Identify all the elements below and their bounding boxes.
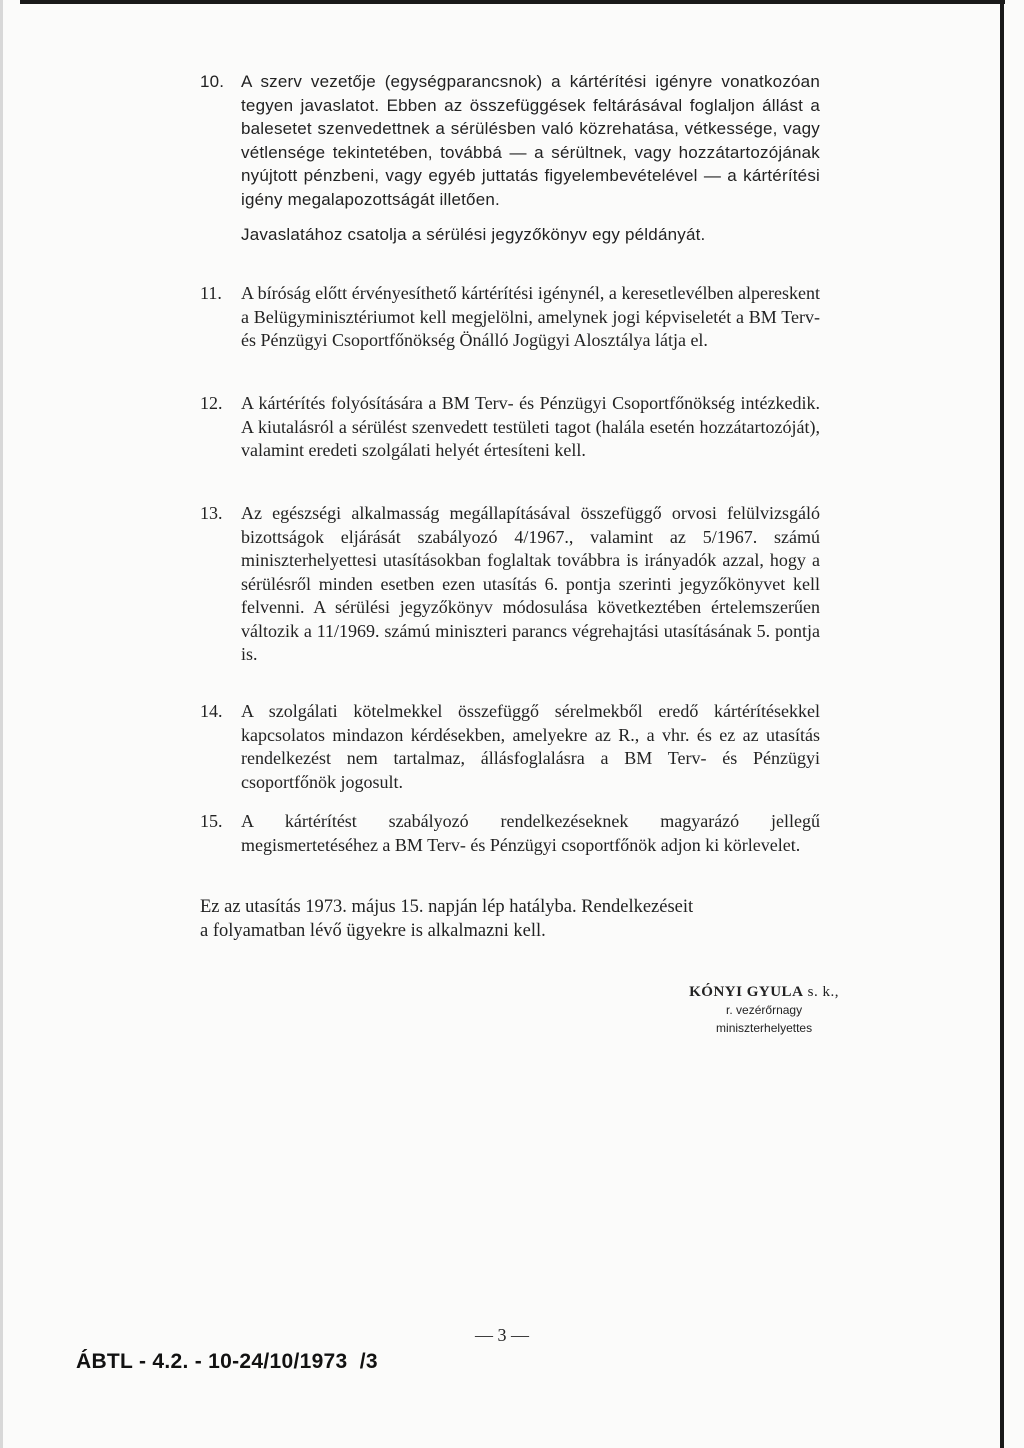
signatory-name: KÓNYI GYULA: [689, 984, 804, 1000]
item-paragraph: A bíróság előtt érvényesíthető kártérítési igénynél, a keresetlevélben alpereskent a Belügyminisztériumot kell megjelölni, amelynek jogi képviseletét a BM Terv- és Pénzügyi Csoportfőnökség Önálló Jogügyi Alosztálya látja el.: [241, 283, 820, 350]
item-paragraph: Javaslatához csatolja a sérülési jegyzőkönyv egy példányát.: [241, 225, 706, 244]
signatory-suffix: s. k.,: [807, 984, 839, 1000]
item-number: 15.: [200, 811, 223, 831]
item-paragraph: A szolgálati kötelmekkel összefüggő sérelmekből eredő kártérítésekkel kapcsolatos mindazon kérdésekben, amelyekre az R., a vhr. és ez az utasítás rendelkezést nem tartalmaz, állásfoglalásra a BM Terv- és Pénzügyi csoportfőnök jogosult.: [241, 701, 820, 792]
closing-statement: [200, 895, 820, 943]
item-13: [200, 502, 820, 667]
item-number: 12.: [200, 393, 223, 413]
closing-line-2: a folyamatban lévő ügyekre is alkalmazni kell.: [200, 921, 546, 941]
item-paragraph: A kártérítés folyósítására a BM Terv- és Pénzügyi Csoportfőnökség intézkedik. A kiutalásról a sérülést szenvedett testületi tagot (halála esetén hozzátartozóját), valamint eredeti szolgálati helyét értesíteni kell.: [241, 393, 820, 460]
item-number: 13.: [200, 503, 223, 523]
closing-line-1: Ez az utasítás 1973. május 15. napján lép hatályba. Rendelkezéseit: [200, 897, 694, 917]
item-11: [200, 282, 820, 353]
signature-name-line: [689, 983, 839, 1001]
scan-edge-top: [20, 0, 1005, 4]
scan-edge-right: [1000, 0, 1004, 1448]
item-paragraph: A szerv vezetője (egységparancsnok) a kártérítési igényre vonatkozóan tegyen javaslatot. Ebben az összefüggések feltárásával foglaljon állást a balesetet szenvedettnek a sérülésben való közrehatása, vétkessége, vagy vétlensége tekintetében, továbbá — a sérültnek, vagy hozzátartozójának nyújtott pénzbeni, vagy egyéb juttatás figyelembevételével — a kártérítési igény megalapozottságát illetően.: [241, 72, 820, 209]
item-number: 14.: [200, 701, 223, 721]
item-paragraph: Az egészségi alkalmasság megállapításával összefüggő orvosi felülvizsgáló bizottságok eljárását szabályozó 4/1967., valamint az 5/1967. számú miniszterhelyettesi utasításokban foglaltak továbbra is irányadók azzal, hogy a sérülésről minden esetben ezen utasítás 6. pontja szerinti jegyzőkönyvet kell felvenni. A sérülési jegyzőkönyv módosulása következtében értelemszerűen változik a 11/1969. számú miniszteri parancs végrehajtási utasításának 5. pontja is.: [241, 503, 820, 664]
scan-edge-left: [0, 0, 3, 1448]
item-14: [200, 700, 820, 794]
item-paragraph: A kártérítést szabályozó rendelkezéseknek magyarázó jellegű megismertetéséhez a BM Terv- és Pénzügyi csoportfőnök adjon ki körlevelet.: [241, 811, 820, 855]
signatory-rank: r. vezérőrnagy: [726, 1003, 803, 1017]
item-10: [200, 70, 820, 247]
item-15: [200, 810, 820, 857]
page-number: — 3 —: [475, 1325, 529, 1345]
item-number: 11.: [200, 283, 222, 303]
item-12: [200, 392, 820, 463]
item-number: 10.: [200, 72, 225, 91]
signatory-title: miniszterhelyettes: [716, 1021, 813, 1035]
signature-block: [689, 983, 839, 1037]
archive-reference: ÁBTL - 4.2. - 10-24/10/1973 /3: [76, 1350, 378, 1373]
